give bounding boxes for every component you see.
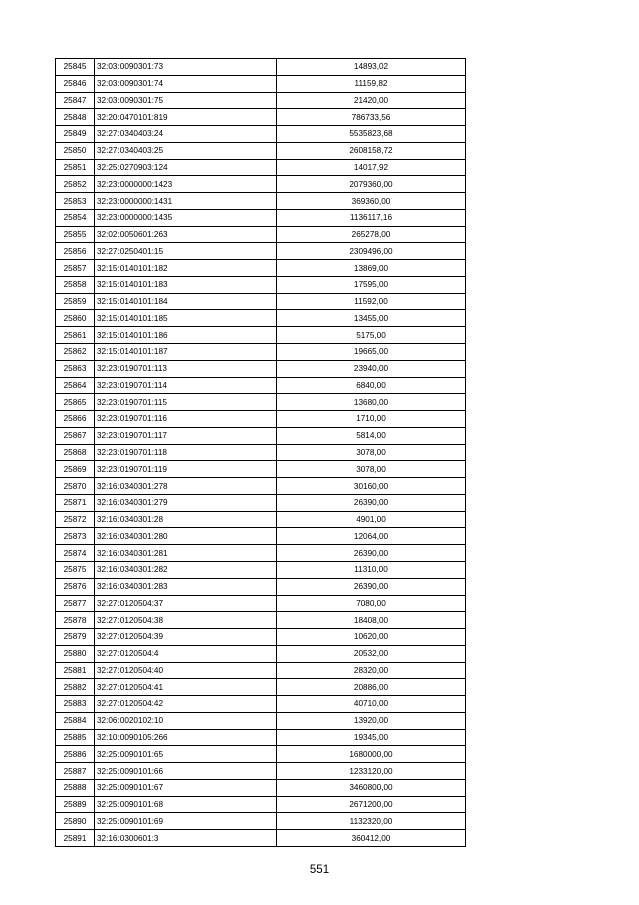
cadastral-value: 3460800,00 [277,779,466,796]
row-number: 25850 [56,142,95,159]
table-row [56,59,466,76]
cadastral-number: 32:16:0340301:278 [95,478,277,495]
table-row [56,813,466,830]
cadastral-number: 32:16:0340301:283 [95,578,277,595]
cadastral-value: 30160,00 [277,478,466,495]
row-number: 25859 [56,293,95,310]
cadastral-value: 14893,02 [277,59,466,76]
cadastral-value: 360412,00 [277,830,466,847]
cadastral-number: 32:23:0190701:115 [95,394,277,411]
row-number: 25865 [56,394,95,411]
row-number: 25872 [56,511,95,528]
table-row [56,746,466,763]
row-number: 25851 [56,159,95,176]
row-number: 25879 [56,629,95,646]
cadastral-value: 20532,00 [277,645,466,662]
table-row [56,327,466,344]
table-row [56,578,466,595]
row-number: 25868 [56,444,95,461]
cadastral-value: 369360,00 [277,193,466,210]
cadastral-number: 32:03:0090301:74 [95,75,277,92]
row-number: 25853 [56,193,95,210]
cadastral-number: 32:16:0340301:281 [95,545,277,562]
cadastral-number: 32:15:0140101:182 [95,260,277,277]
cadastral-number: 32:25:0090101:67 [95,779,277,796]
row-number: 25876 [56,578,95,595]
cadastral-value: 2309496,00 [277,243,466,260]
cadastral-value: 40710,00 [277,696,466,713]
cadastral-value: 2671200,00 [277,796,466,813]
row-number: 25875 [56,561,95,578]
row-number: 25874 [56,545,95,562]
cadastral-number: 32:15:0140101:184 [95,293,277,310]
cadastral-value: 23940,00 [277,360,466,377]
row-number: 25888 [56,779,95,796]
cadastral-value: 18408,00 [277,612,466,629]
cadastral-value: 2608158,72 [277,142,466,159]
row-number: 25869 [56,461,95,478]
page-number: 551 [309,864,330,876]
cadastral-number: 32:03:0090301:73 [95,59,277,76]
cadastral-value: 5814,00 [277,427,466,444]
cadastral-number: 32:15:0140101:185 [95,310,277,327]
table-row [56,629,466,646]
row-number: 25863 [56,360,95,377]
cadastral-number: 32:27:0120504:39 [95,629,277,646]
cadastral-value: 26390,00 [277,494,466,511]
cadastral-value: 20886,00 [277,679,466,696]
table-row [56,360,466,377]
cadastral-value: 11159,82 [277,75,466,92]
cadastral-number: 32:03:0090301:75 [95,92,277,109]
table-row [56,126,466,143]
row-number: 25889 [56,796,95,813]
cadastral-number: 32:25:0090101:66 [95,763,277,780]
row-number: 25871 [56,494,95,511]
row-number: 25847 [56,92,95,109]
cadastral-number: 32:16:0340301:280 [95,528,277,545]
cadastral-value: 5175,00 [277,327,466,344]
cadastral-number: 32:27:0120504:38 [95,612,277,629]
table-row [56,830,466,847]
table-row [56,712,466,729]
cadastral-number: 32:27:0340403:24 [95,126,277,143]
row-number: 25886 [56,746,95,763]
row-number: 25849 [56,126,95,143]
table-row [56,377,466,394]
cadastral-number: 32:27:0120504:37 [95,595,277,612]
cadastral-value: 1132320,00 [277,813,466,830]
cadastral-number: 32:16:0340301:282 [95,561,277,578]
cadastral-number: 32:23:0190701:118 [95,444,277,461]
table-row [56,729,466,746]
table-row [56,444,466,461]
cadastral-value: 11592,00 [277,293,466,310]
cadastral-value: 265278,00 [277,226,466,243]
cadastral-number: 32:23:0000000:1431 [95,193,277,210]
row-number: 25890 [56,813,95,830]
cadastral-number: 32:10:0090105:266 [95,729,277,746]
cadastral-value: 3078,00 [277,461,466,478]
cadastral-number: 32:16:0340301:279 [95,494,277,511]
row-number: 25882 [56,679,95,696]
cadastral-value: 13920,00 [277,712,466,729]
cadastral-number: 32:25:0090101:65 [95,746,277,763]
table-row [56,260,466,277]
table-row [56,109,466,126]
cadastral-value: 19665,00 [277,344,466,361]
table-row [56,427,466,444]
row-number: 25856 [56,243,95,260]
table-row [56,528,466,545]
cadastral-value: 5535823,68 [277,126,466,143]
row-number: 25870 [56,478,95,495]
cadastral-value: 3078,00 [277,444,466,461]
table-row [56,494,466,511]
row-number: 25857 [56,260,95,277]
row-number: 25878 [56,612,95,629]
row-number: 25860 [56,310,95,327]
cadastral-value: 13869,00 [277,260,466,277]
cadastral-value: 6840,00 [277,377,466,394]
table-row [56,461,466,478]
table-row [56,92,466,109]
cadastral-value: 14017,92 [277,159,466,176]
table-row [56,679,466,696]
cadastral-value: 786733,56 [277,109,466,126]
cadastral-value: 26390,00 [277,545,466,562]
cadastral-number: 32:23:0190701:113 [95,360,277,377]
cadastral-number: 32:27:0120504:42 [95,696,277,713]
table-row [56,662,466,679]
table-row [56,411,466,428]
cadastral-value: 2079360,00 [277,176,466,193]
table-row [56,511,466,528]
row-number: 25866 [56,411,95,428]
row-number: 25880 [56,645,95,662]
table-row [56,478,466,495]
cadastral-number: 32:25:0270903:124 [95,159,277,176]
row-number: 25884 [56,712,95,729]
cadastral-value: 7080,00 [277,595,466,612]
row-number: 25858 [56,276,95,293]
row-number: 25854 [56,209,95,226]
cadastral-number: 32:02:0050601:263 [95,226,277,243]
table-row [56,394,466,411]
cadastral-value: 4901,00 [277,511,466,528]
table-row [56,796,466,813]
table-row [56,545,466,562]
row-number: 25881 [56,662,95,679]
row-number: 25855 [56,226,95,243]
cadastral-number: 32:27:0340403:25 [95,142,277,159]
cadastral-number: 32:23:0190701:114 [95,377,277,394]
table-row [56,696,466,713]
cadastral-value: 17595,00 [277,276,466,293]
cadastral-value-table [55,58,466,847]
cadastral-value: 13455,00 [277,310,466,327]
cadastral-number: 32:16:0300601:3 [95,830,277,847]
cadastral-number: 32:23:0000000:1435 [95,209,277,226]
cadastral-number: 32:27:0120504:4 [95,645,277,662]
row-number: 25877 [56,595,95,612]
row-number: 25862 [56,344,95,361]
table-body [56,59,466,847]
cadastral-value: 26390,00 [277,578,466,595]
cadastral-number: 32:16:0340301:28 [95,511,277,528]
row-number: 25864 [56,377,95,394]
cadastral-value: 1136117,16 [277,209,466,226]
cadastral-value: 1710,00 [277,411,466,428]
row-number: 25887 [56,763,95,780]
table-row [56,645,466,662]
cadastral-number: 32:15:0140101:183 [95,276,277,293]
cadastral-value: 1680000,00 [277,746,466,763]
cadastral-number: 32:20:0470101:819 [95,109,277,126]
table-row [56,779,466,796]
cadastral-number: 32:23:0000000:1423 [95,176,277,193]
table-row [56,193,466,210]
table-row [56,159,466,176]
cadastral-number: 32:25:0090101:68 [95,796,277,813]
row-number: 25873 [56,528,95,545]
table-row [56,243,466,260]
cadastral-value: 10620,00 [277,629,466,646]
table-row [56,75,466,92]
row-number: 25846 [56,75,95,92]
cadastral-number: 32:27:0120504:40 [95,662,277,679]
table-row [56,344,466,361]
cadastral-value: 21420,00 [277,92,466,109]
table-row [56,561,466,578]
cadastral-value: 1233120,00 [277,763,466,780]
row-number: 25867 [56,427,95,444]
table-row [56,226,466,243]
cadastral-number: 32:15:0140101:187 [95,344,277,361]
table-row [56,142,466,159]
cadastral-value: 11310,00 [277,561,466,578]
table-row [56,612,466,629]
row-number: 25891 [56,830,95,847]
cadastral-number: 32:25:0090101:69 [95,813,277,830]
row-number: 25845 [56,59,95,76]
cadastral-value: 28320,00 [277,662,466,679]
table-row [56,276,466,293]
table-row [56,595,466,612]
table-row [56,310,466,327]
row-number: 25885 [56,729,95,746]
row-number: 25883 [56,696,95,713]
cadastral-number: 32:23:0190701:117 [95,427,277,444]
cadastral-value: 19345,00 [277,729,466,746]
table-row [56,176,466,193]
row-number: 25848 [56,109,95,126]
row-number: 25852 [56,176,95,193]
row-number: 25861 [56,327,95,344]
cadastral-value: 12064,00 [277,528,466,545]
cadastral-number: 32:27:0250401:15 [95,243,277,260]
table-row [56,293,466,310]
table-row [56,763,466,780]
cadastral-number: 32:06:0020102:10 [95,712,277,729]
table-row [56,209,466,226]
cadastral-value: 13680,00 [277,394,466,411]
cadastral-number: 32:23:0190701:119 [95,461,277,478]
cadastral-number: 32:23:0190701:116 [95,411,277,428]
cadastral-number: 32:27:0120504:41 [95,679,277,696]
cadastral-number: 32:15:0140101:186 [95,327,277,344]
